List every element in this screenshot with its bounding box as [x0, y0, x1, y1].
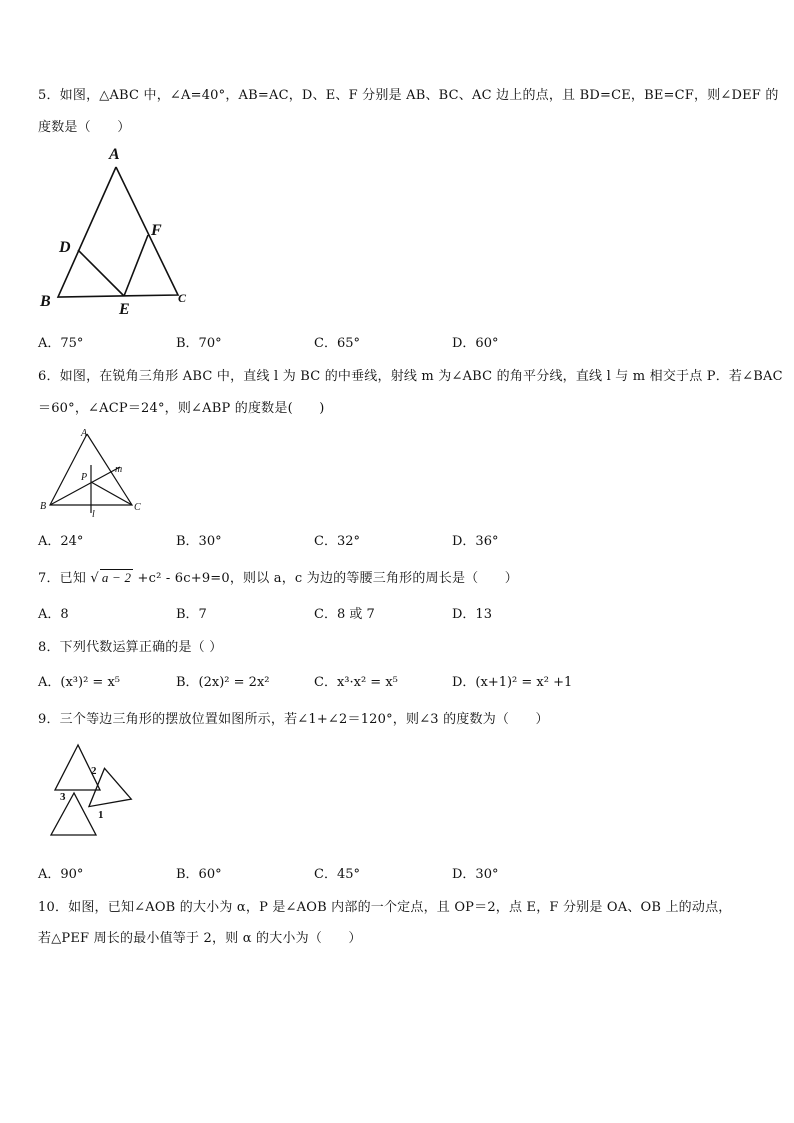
q9-label-2: 2 — [91, 765, 97, 777]
q10-stem-line2: 若△PEF 周长的最小值等于 2，则 α 的大小为（ ） — [38, 931, 362, 946]
q5-option-b: B．70° — [176, 336, 222, 351]
q5-option-c: C．65° — [314, 336, 360, 351]
q5-segment-de — [78, 250, 124, 296]
q6-label-c: C — [134, 502, 141, 513]
q10-stem-line1: 10．如图，已知∠AOB 的大小为 α，P 是∠AOB 内部的一个定点，且 OP＝2，点 E，F 分别是 OA、OB 上的动点， — [38, 900, 732, 915]
q7-option-d: D．13 — [452, 607, 492, 622]
q8-option-c: C．x³·x² = x⁵ — [314, 675, 398, 690]
q9-triangle-bottom — [51, 793, 96, 835]
q5-label-b: B — [40, 293, 51, 310]
q7-sqrt-sign: √ — [90, 571, 99, 586]
q6-label-p: P — [81, 472, 88, 483]
q9-option-c: C．45° — [314, 867, 360, 882]
q7-stem — [38, 567, 518, 586]
q6-label-b: B — [40, 501, 47, 512]
q6-option-a: A．24° — [38, 534, 84, 549]
q6-option-d: D．36° — [452, 534, 499, 549]
q6-label-l: l — [92, 509, 95, 520]
q6-segment-pc — [91, 482, 132, 505]
q9-figure — [46, 740, 136, 840]
q5-stem-line1: 5．如图，△ABC 中，∠A=40°，AB=AC，D、E、F 分别是 AB、BC、AC 边上的点，且 BD=CE，BE=CF，则∠DEF 的 — [38, 88, 779, 103]
q8-option-b: B．(2x)² = 2x² — [176, 675, 270, 690]
q9-option-b: B．60° — [176, 867, 222, 882]
q5-figure — [36, 140, 206, 320]
q5-option-a: A．75° — [38, 336, 84, 351]
q6-option-c: C．32° — [314, 534, 360, 549]
q8-option-d: D．(x+1)² = x² +1 — [452, 675, 573, 690]
q9-label-3: 3 — [60, 791, 66, 803]
q5-label-c: C — [178, 291, 187, 305]
q9-option-a: A．90° — [38, 867, 84, 882]
q5-segment-ef — [124, 235, 148, 296]
q7-prefix: 7．已知 — [38, 571, 87, 586]
q5-option-d: D．60° — [452, 336, 499, 351]
q7-radicand: a − 2 — [101, 570, 132, 585]
q9-label-1: 1 — [98, 809, 104, 821]
q8-option-a: A．(x³)² = x⁵ — [38, 675, 120, 690]
q7-suffix: +c² - 6c+9=0，则以 a，c 为边的等腰三角形的周长是（ ） — [137, 571, 518, 586]
q9-stem: 9．三个等边三角形的摆放位置如图所示，若∠1+∠2＝120°，则∠3 的度数为（ ） — [38, 712, 549, 727]
q6-option-b: B．30° — [176, 534, 222, 549]
q6-stem-line2: ＝60°，∠ACP＝24°，则∠ABP 的度数是( ) — [38, 401, 325, 416]
q5-label-a: A — [109, 146, 120, 163]
q7-option-b: B．7 — [176, 607, 207, 622]
q6-label-m: m — [115, 464, 123, 475]
q9-option-d: D．30° — [452, 867, 499, 882]
q7-option-a: A．8 — [38, 607, 69, 622]
q5-stem-line2: 度数是（ ） — [38, 120, 131, 135]
q5-label-f: F — [151, 222, 162, 239]
q6-stem-line1: 6．如图，在锐角三角形 ABC 中，直线 l 为 BC 的中垂线，射线 m 为∠ABC 的角平分线，直线 l 与 m 相交于点 P．若∠BAC — [38, 369, 783, 384]
q8-stem: 8．下列代数运算正确的是（ ） — [38, 640, 223, 655]
q5-label-e: E — [119, 301, 130, 318]
q6-label-a: A — [81, 428, 88, 439]
q6-figure — [36, 425, 156, 520]
q5-label-d: D — [59, 239, 71, 256]
q7-option-c: C．8 或 7 — [314, 607, 375, 622]
